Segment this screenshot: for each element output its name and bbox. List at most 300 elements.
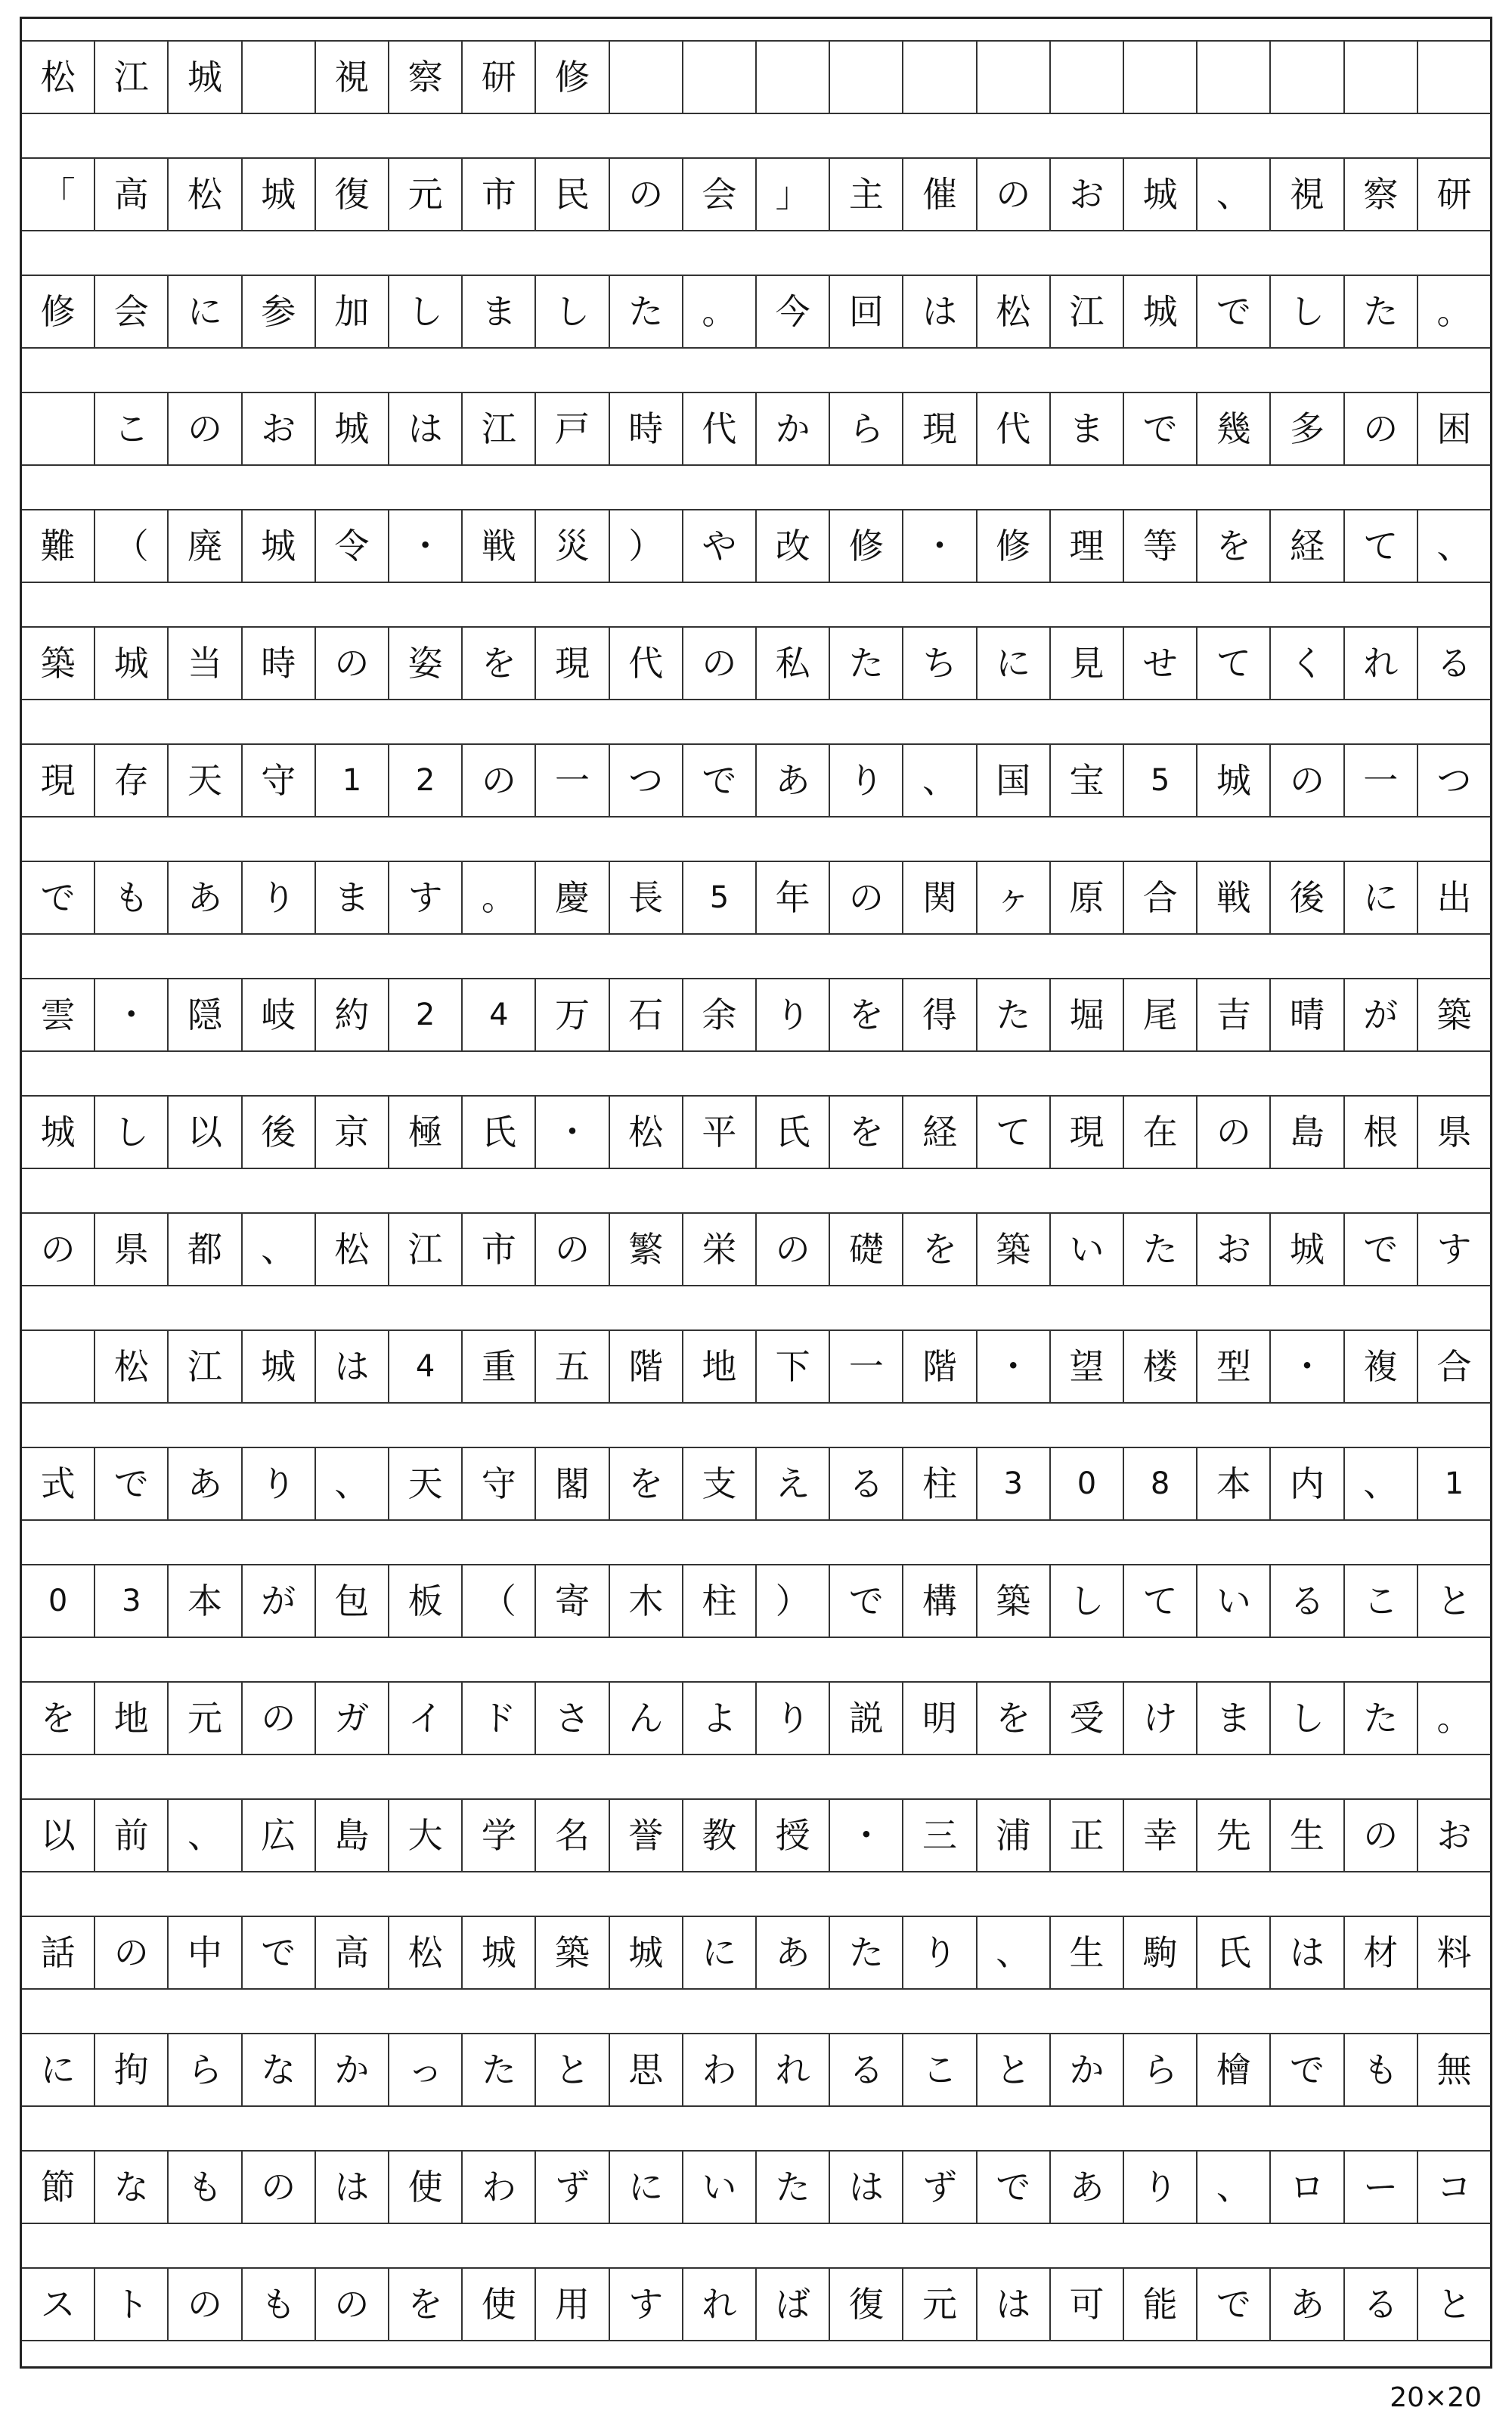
manuscript-cell: る bbox=[1271, 1565, 1344, 1637]
manuscript-cell: 五 bbox=[536, 1331, 609, 1402]
manuscript-cell: 県 bbox=[1436, 1112, 1472, 1153]
manuscript-cell: の bbox=[757, 1214, 830, 1285]
manuscript-cell: り bbox=[757, 1683, 830, 1754]
manuscript-cell: 、 bbox=[243, 1214, 316, 1285]
manuscript-cell: の bbox=[683, 628, 757, 699]
manuscript-cell: 時 bbox=[610, 393, 683, 464]
manuscript-cell: 存 bbox=[95, 745, 169, 816]
manuscript-cell: し bbox=[1051, 1565, 1124, 1637]
manuscript-cell: と bbox=[1436, 2284, 1472, 2325]
manuscript-cell: も bbox=[95, 862, 169, 933]
manuscript-cell: 尾 bbox=[1124, 979, 1198, 1050]
manuscript-cell: ） bbox=[610, 510, 683, 582]
manuscript-cell: を bbox=[463, 628, 536, 699]
manuscript-cell: 高 bbox=[316, 1917, 389, 1988]
manuscript-cell: ・ bbox=[389, 510, 463, 582]
manuscript-cell: 築 bbox=[1436, 994, 1472, 1035]
manuscript-cell: は bbox=[1271, 1917, 1344, 1988]
manuscript-row bbox=[22, 392, 1490, 466]
manuscript-cell: 城 bbox=[243, 510, 316, 582]
manuscript-cell: 経 bbox=[1271, 510, 1344, 582]
manuscript-cell: 用 bbox=[536, 2269, 609, 2340]
manuscript-cell: で bbox=[1124, 393, 1198, 464]
manuscript-cell: 回 bbox=[830, 276, 903, 347]
manuscript-cell: い bbox=[1198, 1565, 1271, 1637]
manuscript-cell: で bbox=[22, 862, 95, 933]
manuscript-cell: 名 bbox=[536, 1800, 609, 1871]
manuscript-cell: 余 bbox=[683, 979, 757, 1050]
manuscript-cell: れ bbox=[683, 2269, 757, 2340]
manuscript-cell: て bbox=[978, 1097, 1051, 1168]
manuscript-cell: 合 bbox=[1124, 862, 1198, 933]
manuscript-cell: も bbox=[243, 2269, 316, 2340]
manuscript-cell: 晴 bbox=[1271, 979, 1344, 1050]
manuscript-cell bbox=[243, 42, 316, 113]
manuscript-cell: 戸 bbox=[536, 393, 609, 464]
manuscript-cell: も bbox=[1345, 2034, 1418, 2105]
manuscript-cell: ロ bbox=[1271, 2152, 1344, 2223]
manuscript-cell: で bbox=[1345, 1214, 1418, 1285]
manuscript-cell: は bbox=[903, 276, 977, 347]
manuscript-cell: ち bbox=[903, 628, 977, 699]
manuscript-cell: 本 bbox=[169, 1565, 242, 1637]
manuscript-cell: 城 bbox=[1124, 276, 1198, 347]
manuscript-row bbox=[22, 2150, 1490, 2224]
manuscript-cell: 支 bbox=[683, 1448, 757, 1519]
manuscript-cell: も bbox=[169, 2152, 242, 2223]
manuscript-row bbox=[22, 1447, 1490, 1521]
manuscript-cell: 参 bbox=[243, 276, 316, 347]
manuscript-cell: こ bbox=[1345, 1565, 1418, 1637]
manuscript-cell: く bbox=[1271, 628, 1344, 699]
manuscript-cell: が bbox=[243, 1565, 316, 1637]
manuscript-cell: 見 bbox=[1051, 628, 1124, 699]
manuscript-cell: な bbox=[95, 2152, 169, 2223]
manuscript-cell: 現 bbox=[903, 393, 977, 464]
manuscript-cell: お bbox=[1436, 1815, 1472, 1856]
manuscript-cell: 隠 bbox=[169, 979, 242, 1050]
manuscript-cell: 民 bbox=[536, 159, 609, 230]
manuscript-row bbox=[22, 1916, 1490, 1990]
manuscript-cell: 柱 bbox=[903, 1448, 977, 1519]
manuscript-cell: り bbox=[1124, 2152, 1198, 2223]
manuscript-cell: 下 bbox=[757, 1331, 830, 1402]
manuscript-cell: り bbox=[903, 1917, 977, 1988]
manuscript-cell: 中 bbox=[169, 1917, 242, 1988]
manuscript-cell: 視 bbox=[1271, 159, 1344, 230]
manuscript-cell: 松 bbox=[95, 1331, 169, 1402]
manuscript-cell: ず bbox=[903, 2152, 977, 2223]
manuscript-cell: 地 bbox=[683, 1331, 757, 1402]
manuscript-cell: 元 bbox=[169, 1683, 242, 1754]
manuscript-grid bbox=[20, 17, 1492, 2369]
manuscript-cell: 以 bbox=[169, 1097, 242, 1168]
manuscript-cell: 生 bbox=[1051, 1917, 1124, 1988]
manuscript-cell: 松 bbox=[978, 276, 1051, 347]
manuscript-cell: イ bbox=[389, 1683, 463, 1754]
manuscript-cell: と bbox=[536, 2034, 609, 2105]
manuscript-cell: つ bbox=[610, 745, 683, 816]
manuscript-cell: 礎 bbox=[830, 1214, 903, 1285]
manuscript-row bbox=[22, 1095, 1490, 1169]
manuscript-cell: 生 bbox=[1271, 1800, 1344, 1871]
manuscript-cell: 板 bbox=[389, 1565, 463, 1637]
manuscript-cell: の bbox=[169, 2269, 242, 2340]
manuscript-cell: 階 bbox=[610, 1331, 683, 1402]
manuscript-cell: 料 bbox=[1436, 1932, 1472, 1973]
manuscript-cell: に bbox=[22, 2034, 95, 2105]
manuscript-cell: 松 bbox=[316, 1214, 389, 1285]
manuscript-cell: 平 bbox=[683, 1097, 757, 1168]
manuscript-cell: 節 bbox=[22, 2152, 95, 2223]
manuscript-cell: 主 bbox=[830, 159, 903, 230]
manuscript-cell: 授 bbox=[757, 1800, 830, 1871]
manuscript-cell: 城 bbox=[1198, 745, 1271, 816]
manuscript-cell: ヶ bbox=[978, 862, 1051, 933]
manuscript-row bbox=[22, 743, 1490, 818]
manuscript-cell: で bbox=[95, 1448, 169, 1519]
manuscript-cell: に bbox=[978, 628, 1051, 699]
manuscript-cell: 代 bbox=[610, 628, 683, 699]
manuscript-cell: い bbox=[683, 2152, 757, 2223]
manuscript-cell: た bbox=[1345, 1683, 1418, 1754]
manuscript-cell: 時 bbox=[243, 628, 316, 699]
manuscript-cell: 型 bbox=[1198, 1331, 1271, 1402]
manuscript-cell: 」 bbox=[757, 159, 830, 230]
manuscript-cell: 城 bbox=[243, 159, 316, 230]
manuscript-cell: 現 bbox=[536, 628, 609, 699]
manuscript-cell: ば bbox=[757, 2269, 830, 2340]
manuscript-cell: 、 bbox=[1198, 2152, 1271, 2223]
manuscript-cell: 1 bbox=[316, 745, 389, 816]
manuscript-cell: 重 bbox=[463, 1331, 536, 1402]
manuscript-cell: 江 bbox=[389, 1214, 463, 1285]
manuscript-cell: お bbox=[243, 393, 316, 464]
manuscript-cell: れ bbox=[757, 2034, 830, 2105]
manuscript-row bbox=[22, 1798, 1490, 1872]
manuscript-cell: 、 bbox=[978, 1917, 1051, 1988]
manuscript-cell: 修 bbox=[830, 510, 903, 582]
manuscript-row bbox=[22, 1564, 1490, 1638]
manuscript-cell: 令 bbox=[316, 510, 389, 582]
manuscript-cell: の bbox=[243, 2152, 316, 2223]
manuscript-cell: 3 bbox=[95, 1565, 169, 1637]
manuscript-cell bbox=[1051, 42, 1124, 113]
manuscript-cell: た bbox=[610, 276, 683, 347]
manuscript-cell: で bbox=[978, 2152, 1051, 2223]
manuscript-cell: 広 bbox=[243, 1800, 316, 1871]
manuscript-cell: 雲 bbox=[22, 979, 95, 1050]
manuscript-cell: 関 bbox=[903, 862, 977, 933]
manuscript-cell: 閣 bbox=[536, 1448, 609, 1519]
manuscript-cell: さ bbox=[536, 1683, 609, 1754]
manuscript-cell: 本 bbox=[1198, 1448, 1271, 1519]
manuscript-row bbox=[22, 1212, 1490, 1286]
manuscript-cell: 城 bbox=[316, 393, 389, 464]
manuscript-cell: 駒 bbox=[1124, 1917, 1198, 1988]
manuscript-cell: 加 bbox=[316, 276, 389, 347]
manuscript-cell: て bbox=[1124, 1565, 1198, 1637]
manuscript-cell: 当 bbox=[169, 628, 242, 699]
manuscript-row bbox=[22, 509, 1490, 583]
manuscript-cell: の bbox=[830, 862, 903, 933]
manuscript-cell bbox=[1198, 42, 1271, 113]
manuscript-cell: に bbox=[610, 2152, 683, 2223]
manuscript-cell: 原 bbox=[1051, 862, 1124, 933]
manuscript-cell: 慶 bbox=[536, 862, 609, 933]
manuscript-cell: 高 bbox=[95, 159, 169, 230]
manuscript-cell: 私 bbox=[757, 628, 830, 699]
manuscript-cell: 4 bbox=[389, 1331, 463, 1402]
manuscript-cell: の bbox=[610, 159, 683, 230]
manuscript-cell: 島 bbox=[316, 1800, 389, 1871]
manuscript-cell: た bbox=[978, 979, 1051, 1050]
manuscript-cell: 改 bbox=[757, 510, 830, 582]
manuscript-cell: 代 bbox=[683, 393, 757, 464]
manuscript-cell: 城 bbox=[610, 1917, 683, 1988]
manuscript-cell: 氏 bbox=[463, 1097, 536, 1168]
manuscript-cell: 都 bbox=[169, 1214, 242, 1285]
manuscript-cell: ま bbox=[316, 862, 389, 933]
manuscript-cell: 困 bbox=[1436, 408, 1472, 449]
manuscript-cell: せ bbox=[1124, 628, 1198, 699]
manuscript-cell: て bbox=[1198, 628, 1271, 699]
manuscript-cell: れ bbox=[1345, 628, 1418, 699]
manuscript-cell: 城 bbox=[243, 1331, 316, 1402]
manuscript-cell: 4 bbox=[463, 979, 536, 1050]
manuscript-cell: コ bbox=[1436, 2167, 1472, 2207]
manuscript-cell: ド bbox=[463, 1683, 536, 1754]
manuscript-cell: 城 bbox=[1124, 159, 1198, 230]
manuscript-cell: ら bbox=[1124, 2034, 1198, 2105]
manuscript-cell: 城 bbox=[463, 1917, 536, 1988]
manuscript-cell: と bbox=[1436, 1581, 1472, 1621]
manuscript-cell: 2 bbox=[389, 979, 463, 1050]
manuscript-cell: 江 bbox=[1051, 276, 1124, 347]
manuscript-cell: に bbox=[1345, 862, 1418, 933]
manuscript-cell: か bbox=[757, 393, 830, 464]
manuscript-cell bbox=[903, 42, 977, 113]
manuscript-cell: 修 bbox=[22, 276, 95, 347]
manuscript-cell: 。 bbox=[463, 862, 536, 933]
manuscript-cell: 。 bbox=[683, 276, 757, 347]
manuscript-cell: 学 bbox=[463, 1800, 536, 1871]
manuscript-cell bbox=[22, 393, 95, 464]
manuscript-cell: た bbox=[830, 1917, 903, 1988]
manuscript-cell: 吉 bbox=[1198, 979, 1271, 1050]
manuscript-cell: こ bbox=[95, 393, 169, 464]
manuscript-cell: ） bbox=[757, 1565, 830, 1637]
manuscript-row bbox=[22, 275, 1490, 349]
manuscript-cell: 察 bbox=[389, 42, 463, 113]
manuscript-cell: 国 bbox=[978, 745, 1051, 816]
manuscript-cell: の bbox=[243, 1683, 316, 1754]
manuscript-cell: 在 bbox=[1124, 1097, 1198, 1168]
manuscript-cell: 先 bbox=[1198, 1800, 1271, 1871]
manuscript-cell: 、 bbox=[903, 745, 977, 816]
manuscript-cell: り bbox=[757, 979, 830, 1050]
manuscript-cell: が bbox=[1345, 979, 1418, 1050]
manuscript-cell: に bbox=[169, 276, 242, 347]
manuscript-cell: 守 bbox=[243, 745, 316, 816]
manuscript-cell: た bbox=[830, 628, 903, 699]
manuscript-cell: ま bbox=[463, 276, 536, 347]
manuscript-cell: 大 bbox=[389, 1800, 463, 1871]
manuscript-cell: し bbox=[536, 276, 609, 347]
manuscript-cell: 、 bbox=[1345, 1448, 1418, 1519]
manuscript-cell: 5 bbox=[1124, 745, 1198, 816]
manuscript-cell: 0 bbox=[22, 1565, 95, 1637]
manuscript-row bbox=[22, 40, 1490, 114]
manuscript-cell: わ bbox=[463, 2152, 536, 2223]
manuscript-cell: 長 bbox=[610, 862, 683, 933]
manuscript-cell: 経 bbox=[903, 1097, 977, 1168]
manuscript-cell: で bbox=[1198, 276, 1271, 347]
manuscript-cell: 式 bbox=[22, 1448, 95, 1519]
manuscript-cell: 姿 bbox=[389, 628, 463, 699]
manuscript-cell: た bbox=[1345, 276, 1418, 347]
manuscript-cell: 年 bbox=[757, 862, 830, 933]
manuscript-cell: 栄 bbox=[683, 1214, 757, 1285]
manuscript-cell: あ bbox=[169, 862, 242, 933]
manuscript-cell: 江 bbox=[169, 1331, 242, 1402]
manuscript-cell: 、 bbox=[316, 1448, 389, 1519]
manuscript-row bbox=[22, 978, 1490, 1052]
manuscript-cell: 能 bbox=[1124, 2269, 1198, 2340]
manuscript-cell: 松 bbox=[22, 42, 95, 113]
manuscript-cell: は bbox=[389, 393, 463, 464]
manuscript-cell: 無 bbox=[1436, 2049, 1472, 2090]
manuscript-cell: お bbox=[1051, 159, 1124, 230]
manuscript-cell: 後 bbox=[1271, 862, 1344, 933]
manuscript-cell: 幸 bbox=[1124, 1800, 1198, 1871]
manuscript-cell bbox=[1271, 42, 1344, 113]
manuscript-cell: の bbox=[978, 159, 1051, 230]
manuscript-cell: 松 bbox=[169, 159, 242, 230]
manuscript-cell: 岐 bbox=[243, 979, 316, 1050]
manuscript-cell: や bbox=[683, 510, 757, 582]
manuscript-cell: る bbox=[1436, 643, 1472, 684]
manuscript-cell bbox=[22, 1331, 95, 1402]
manuscript-cell: の bbox=[1345, 1800, 1418, 1871]
manuscript-cell: ・ bbox=[1271, 1331, 1344, 1402]
manuscript-cell: を bbox=[978, 1683, 1051, 1754]
manuscript-cell: 修 bbox=[978, 510, 1051, 582]
manuscript-cell: 江 bbox=[95, 42, 169, 113]
manuscript-cell: の bbox=[536, 1214, 609, 1285]
manuscript-cell: あ bbox=[757, 1917, 830, 1988]
manuscript-cell: ず bbox=[536, 2152, 609, 2223]
manuscript-cell: た bbox=[757, 2152, 830, 2223]
manuscript-cell: 一 bbox=[830, 1331, 903, 1402]
manuscript-cell bbox=[830, 42, 903, 113]
manuscript-cell bbox=[978, 42, 1051, 113]
manuscript-cell: 教 bbox=[683, 1800, 757, 1871]
manuscript-cell: 使 bbox=[389, 2152, 463, 2223]
manuscript-cell: っ bbox=[389, 2034, 463, 2105]
manuscript-cell: 城 bbox=[22, 1097, 95, 1168]
manuscript-cell: 説 bbox=[830, 1683, 903, 1754]
manuscript-cell: 城 bbox=[1271, 1214, 1344, 1285]
manuscript-cell: 明 bbox=[903, 1683, 977, 1754]
manuscript-cell: 市 bbox=[463, 159, 536, 230]
manuscript-cell: 構 bbox=[903, 1565, 977, 1637]
manuscript-cell bbox=[1345, 42, 1418, 113]
manuscript-cell: 城 bbox=[169, 42, 242, 113]
manuscript-cell: は bbox=[316, 2152, 389, 2223]
manuscript-cell: 築 bbox=[22, 628, 95, 699]
manuscript-cell: な bbox=[243, 2034, 316, 2105]
manuscript-cell: 催 bbox=[903, 159, 977, 230]
manuscript-cell: 一 bbox=[536, 745, 609, 816]
manuscript-cell: い bbox=[1051, 1214, 1124, 1285]
manuscript-cell: 災 bbox=[536, 510, 609, 582]
manuscript-cell: 極 bbox=[389, 1097, 463, 1168]
manuscript-cell bbox=[1124, 42, 1198, 113]
manuscript-cell: り bbox=[243, 862, 316, 933]
manuscript-cell: 難 bbox=[22, 510, 95, 582]
manuscript-cell: 寄 bbox=[536, 1565, 609, 1637]
manuscript-cell: 内 bbox=[1271, 1448, 1344, 1519]
manuscript-cell: 城 bbox=[95, 628, 169, 699]
manuscript-cell: 地 bbox=[95, 1683, 169, 1754]
manuscript-cell: の bbox=[1271, 745, 1344, 816]
manuscript-cell: 後 bbox=[243, 1097, 316, 1168]
manuscript-cell: か bbox=[316, 2034, 389, 2105]
manuscript-cell: て bbox=[1345, 510, 1418, 582]
manuscript-cell: を bbox=[610, 1448, 683, 1519]
manuscript-cell: 2 bbox=[389, 745, 463, 816]
manuscript-cell: 現 bbox=[1051, 1097, 1124, 1168]
manuscript-cell: 元 bbox=[903, 2269, 977, 2340]
manuscript-cell: こ bbox=[903, 2034, 977, 2105]
manuscript-cell: 三 bbox=[903, 1800, 977, 1871]
manuscript-cell: 誉 bbox=[610, 1800, 683, 1871]
manuscript-cell: ・ bbox=[536, 1097, 609, 1168]
manuscript-cell: し bbox=[1271, 1683, 1344, 1754]
manuscript-cell: を bbox=[389, 2269, 463, 2340]
manuscript-cell: と bbox=[978, 2034, 1051, 2105]
manuscript-cell: 視 bbox=[316, 42, 389, 113]
manuscript-cell: り bbox=[243, 1448, 316, 1519]
manuscript-cell: し bbox=[389, 276, 463, 347]
manuscript-cell: わ bbox=[683, 2034, 757, 2105]
manuscript-row bbox=[22, 1329, 1490, 1404]
manuscript-cell: あ bbox=[169, 1448, 242, 1519]
manuscript-cell: 氏 bbox=[757, 1097, 830, 1168]
manuscript-cell: 。 bbox=[1436, 291, 1472, 332]
manuscript-cell: の bbox=[316, 628, 389, 699]
manuscript-cell: （ bbox=[463, 1565, 536, 1637]
manuscript-cell: は bbox=[830, 2152, 903, 2223]
manuscript-cell: 会 bbox=[95, 276, 169, 347]
manuscript-cell: 復 bbox=[830, 2269, 903, 2340]
manuscript-row bbox=[22, 1681, 1490, 1755]
manuscript-cell bbox=[683, 42, 757, 113]
manuscript-cell: ・ bbox=[95, 979, 169, 1050]
manuscript-cell: 「 bbox=[22, 159, 95, 230]
manuscript-cell: 。 bbox=[1436, 1698, 1472, 1739]
manuscript-cell: た bbox=[463, 2034, 536, 2105]
manuscript-cell: 階 bbox=[903, 1331, 977, 1402]
manuscript-cell: の bbox=[95, 1917, 169, 1988]
manuscript-cell bbox=[1418, 42, 1490, 113]
manuscript-row bbox=[22, 626, 1490, 700]
manuscript-cell: 松 bbox=[389, 1917, 463, 1988]
manuscript-cell: 5 bbox=[683, 862, 757, 933]
manuscript-cell: か bbox=[1051, 2034, 1124, 2105]
manuscript-cell: 約 bbox=[316, 979, 389, 1050]
